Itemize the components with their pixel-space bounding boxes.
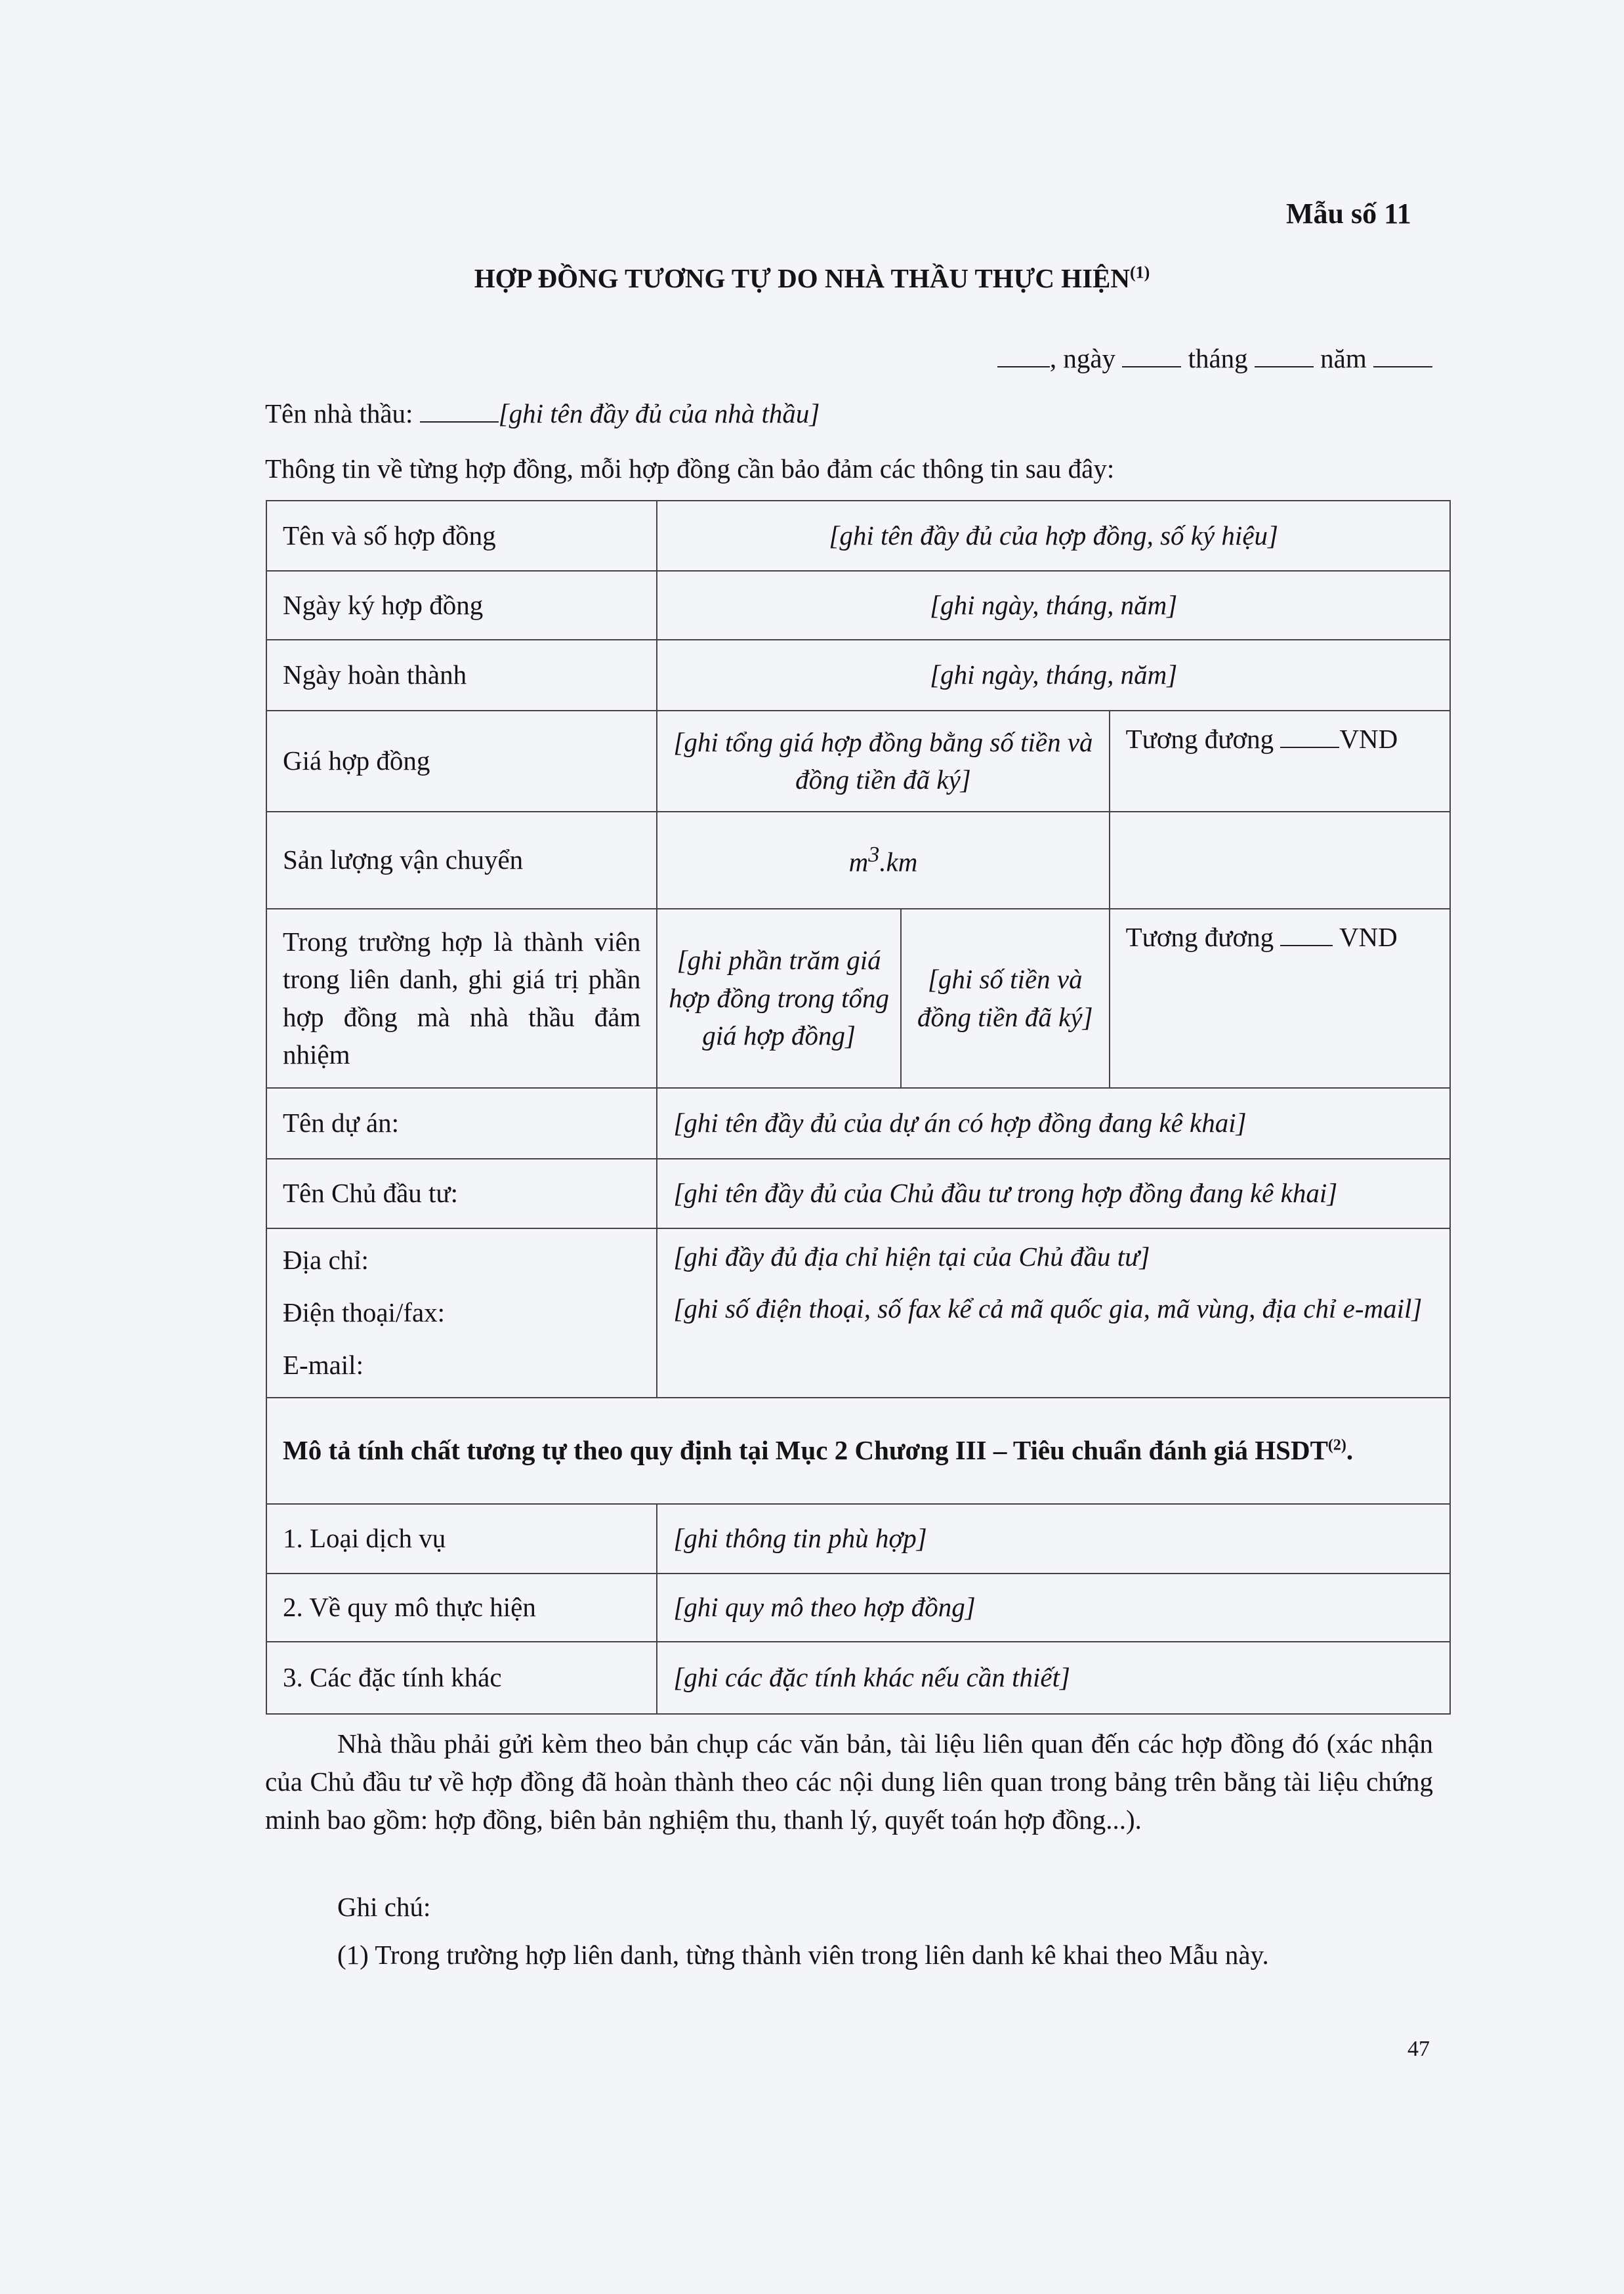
table-row — [266, 1159, 1450, 1228]
equivalent-blank[interactable] — [1280, 726, 1339, 748]
table-row — [266, 1504, 1450, 1574]
contractor-line — [265, 398, 820, 429]
cell-value[interactable]: [ghi số tiền và đồng tiền đã ký] — [901, 909, 1110, 1088]
equivalent-cell[interactable] — [1110, 711, 1450, 812]
currency-label: VND — [1339, 724, 1398, 754]
cell-label: 3. Các đặc tính khác — [266, 1642, 657, 1714]
cell-value[interactable]: [ghi ngày, tháng, năm] — [657, 571, 1450, 640]
cell-value[interactable]: [ghi quy mô theo hợp đồng] — [657, 1574, 1450, 1642]
equivalent-label: Tương đương — [1125, 724, 1274, 754]
table-row — [266, 711, 1450, 812]
contractor-label: Tên nhà thầu: — [265, 398, 413, 428]
unit-base: m — [848, 846, 869, 877]
contract-info-table — [266, 500, 1451, 1715]
table-row — [266, 1088, 1450, 1159]
place-blank[interactable] — [997, 344, 1050, 367]
cell-value[interactable]: [ghi ngày, tháng, năm] — [657, 640, 1450, 711]
email-label: E-mail: — [283, 1349, 364, 1380]
cell-value[interactable]: [ghi tổng giá hợp đồng bằng số tiền và đồng tiền đã ký] — [657, 711, 1109, 812]
contact-labels — [266, 1228, 657, 1398]
title-text: HỢP ĐỒNG TƯƠNG TỰ DO NHÀ THẦU THỰC HIỆN — [474, 263, 1130, 293]
cell-value[interactable]: [ghi phần trăm giá hợp đồng trong tổng giá hợp đồng] — [657, 909, 901, 1088]
day-label: , ngày — [1049, 343, 1116, 373]
cell-label: Tên dự án: — [266, 1088, 657, 1159]
month-blank[interactable] — [1255, 344, 1314, 367]
cell-value[interactable]: [ghi thông tin phù hợp] — [657, 1504, 1450, 1574]
similarity-text: Mô tả tính chất tương tự theo quy định tại Mục 2 Chương III – Tiêu chuẩn đánh giá HSDT — [283, 1435, 1328, 1466]
equivalent-label: Tương đương — [1125, 922, 1274, 952]
document-title — [0, 262, 1624, 294]
similarity-header — [266, 1398, 1450, 1504]
month-label: tháng — [1188, 343, 1248, 373]
cell-label: 2. Về quy mô thực hiện — [266, 1574, 657, 1642]
equivalent-cell[interactable] — [1110, 909, 1450, 1088]
page-number: 47 — [1407, 2037, 1430, 2061]
unit-tail: .km — [879, 846, 918, 877]
contractor-blank[interactable] — [420, 399, 499, 423]
address-label: Địa chỉ: — [283, 1245, 369, 1275]
table-row — [266, 1228, 1450, 1398]
table-row — [266, 909, 1450, 1088]
date-line — [997, 343, 1432, 374]
similarity-footnote-mark: (2) — [1327, 1436, 1346, 1454]
year-blank[interactable] — [1373, 344, 1432, 367]
cell-value[interactable]: [ghi tên đầy đủ của dự án có hợp đồng đang kê khai] — [657, 1088, 1450, 1159]
note-title: Ghi chú: — [337, 1892, 431, 1922]
table-row — [266, 1574, 1450, 1642]
table-row — [266, 501, 1450, 571]
intro-text: Thông tin về từng hợp đồng, mỗi hợp đồng cần bảo đảm các thông tin sau đây: — [265, 453, 1115, 484]
cell-label: Giá hợp đồng — [266, 711, 657, 812]
attachment-paragraph: Nhà thầu phải gửi kèm theo bản chụp các văn bản, tài liệu liên quan đến các hợp đồng đó (xác nhận của Chủ đầu tư về hợp đồng đã hoàn thành theo các nội dung liên quan trong bảng trên bằng tài liệu chứng minh bao gồm: hợp đồng, biên bản nghiệm thu, thanh lý, quyết toán hợp đồng...). — [265, 1728, 1433, 1835]
address-hint: [ghi đầy đủ địa chỉ hiện tại của Chủ đầu tư] — [673, 1241, 1150, 1272]
table-row — [266, 571, 1450, 640]
cell-value[interactable]: [ghi các đặc tính khác nếu cần thiết] — [657, 1642, 1450, 1714]
day-blank[interactable] — [1122, 344, 1181, 367]
currency-label: VND — [1339, 922, 1398, 952]
cell-value[interactable]: [ghi tên đầy đủ của Chủ đầu tư trong hợp đồng đang kê khai] — [657, 1159, 1450, 1228]
empty-cell[interactable] — [1110, 812, 1450, 909]
cell-label: Ngày hoàn thành — [266, 640, 657, 711]
similarity-tail: . — [1346, 1435, 1354, 1466]
table-row — [266, 812, 1450, 909]
table-row — [266, 1398, 1450, 1504]
form-number: Mẫu số 11 — [1286, 198, 1411, 230]
equivalent-blank[interactable] — [1280, 924, 1333, 946]
cell-label: Tên và số hợp đồng — [266, 501, 657, 571]
year-label: năm — [1320, 343, 1367, 373]
cell-label: Sản lượng vận chuyển — [266, 812, 657, 909]
contact-values[interactable] — [657, 1228, 1450, 1398]
title-footnote-mark: (1) — [1129, 262, 1150, 282]
unit-exponent: 3 — [868, 842, 880, 867]
cell-label: 1. Loại dịch vụ — [266, 1504, 657, 1574]
cell-label: Ngày ký hợp đồng — [266, 571, 657, 640]
note-item: (1) Trong trường hợp liên danh, từng thành viên trong liên danh kê khai theo Mẫu này. — [337, 1940, 1269, 1970]
cell-value[interactable] — [657, 812, 1109, 909]
table-row — [266, 1642, 1450, 1714]
cell-label: Tên Chủ đầu tư: — [266, 1159, 657, 1228]
contractor-hint: [ghi tên đầy đủ của nhà thầu] — [498, 398, 820, 428]
contact-hint: [ghi số điện thoại, số fax kể cả mã quốc gia, mã vùng, địa chỉ e-mail] — [673, 1293, 1423, 1324]
phone-label: Điện thoại/fax: — [283, 1297, 446, 1327]
cell-value[interactable]: [ghi tên đầy đủ của hợp đồng, số ký hiệu] — [657, 501, 1450, 571]
table-row — [266, 640, 1450, 711]
cell-label: Trong trường hợp là thành viên trong liên danh, ghi giá trị phần hợp đồng mà nhà thầu đảm nhiệm — [266, 909, 657, 1088]
